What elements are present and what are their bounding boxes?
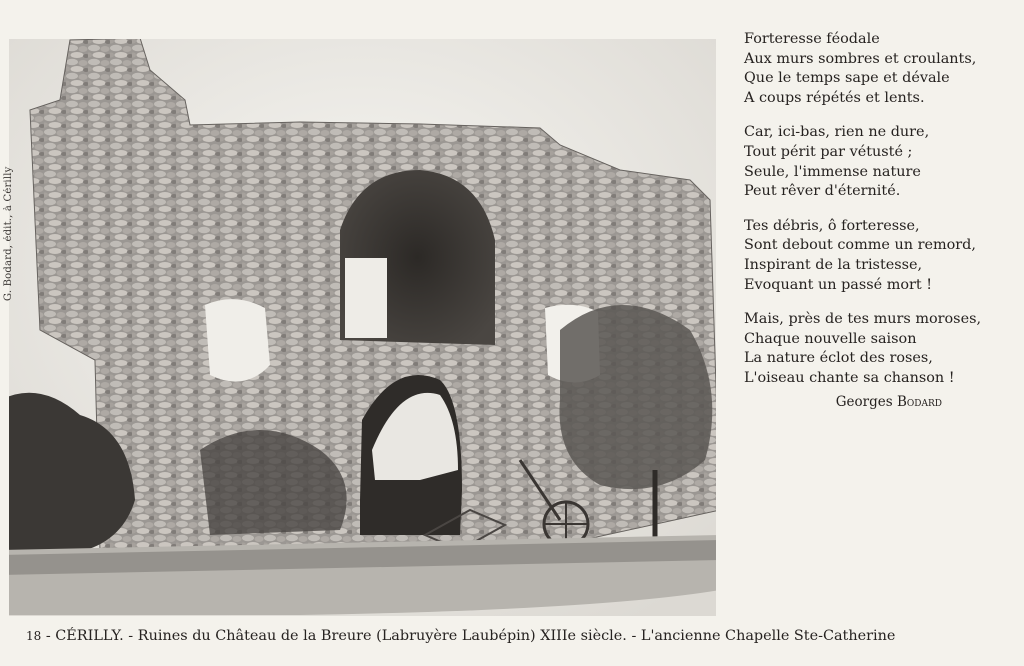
stanza-1 [744, 30, 1014, 108]
poem-line: Inspirant de la tristesse, [744, 256, 923, 273]
poem-line: Peut rêver d'éternité. [744, 183, 901, 200]
publisher-caption: G. Bodard, édit., à Cérilly [3, 166, 14, 301]
poem-line: Chaque nouvelle saison [744, 330, 917, 347]
poem-line: La nature éclot des roses, [744, 350, 933, 367]
poem-line: Car, ici-bas, rien ne dure, [744, 124, 930, 141]
poem-line: Mais, près de tes murs moroses, [744, 311, 982, 328]
ruin-photograph [0, 30, 725, 625]
poem-line: Tout périt par vétusté ; [744, 143, 913, 160]
poem-author [744, 393, 1014, 413]
poem-line: Seule, l'immense nature [744, 163, 921, 180]
poem-line: Aux murs sombres et croulants, [744, 50, 977, 67]
stanza-2 [744, 123, 1014, 201]
poem-line: Sont debout comme un remord, [744, 237, 976, 254]
author-last-name: Bodard [896, 393, 942, 410]
poem-line: Forteresse féodale [744, 31, 880, 47]
poem-line: Evoquant un passé mort ! [744, 276, 933, 293]
poem-line: L'oiseau chante sa chanson ! [744, 369, 955, 386]
card-number: 18 [26, 629, 42, 643]
stanza-3 [744, 217, 1014, 295]
poem-line: A coups répétés et lents. [744, 89, 925, 106]
poem-line: Tes débris, ô forteresse, [744, 217, 920, 234]
photo-caption [26, 628, 1016, 644]
author-first-name: Georges [835, 393, 893, 410]
poem [744, 30, 1014, 412]
caption-text: - CÉRILLY. - Ruines du Château de la Breure (Labruyère Laubépin) XIIIe siècle. - L'ancienne Chapelle Ste-Catherine [41, 628, 896, 644]
poem-line: Que le temps sape et dévale [744, 70, 950, 87]
stanza-4 [744, 310, 1014, 388]
